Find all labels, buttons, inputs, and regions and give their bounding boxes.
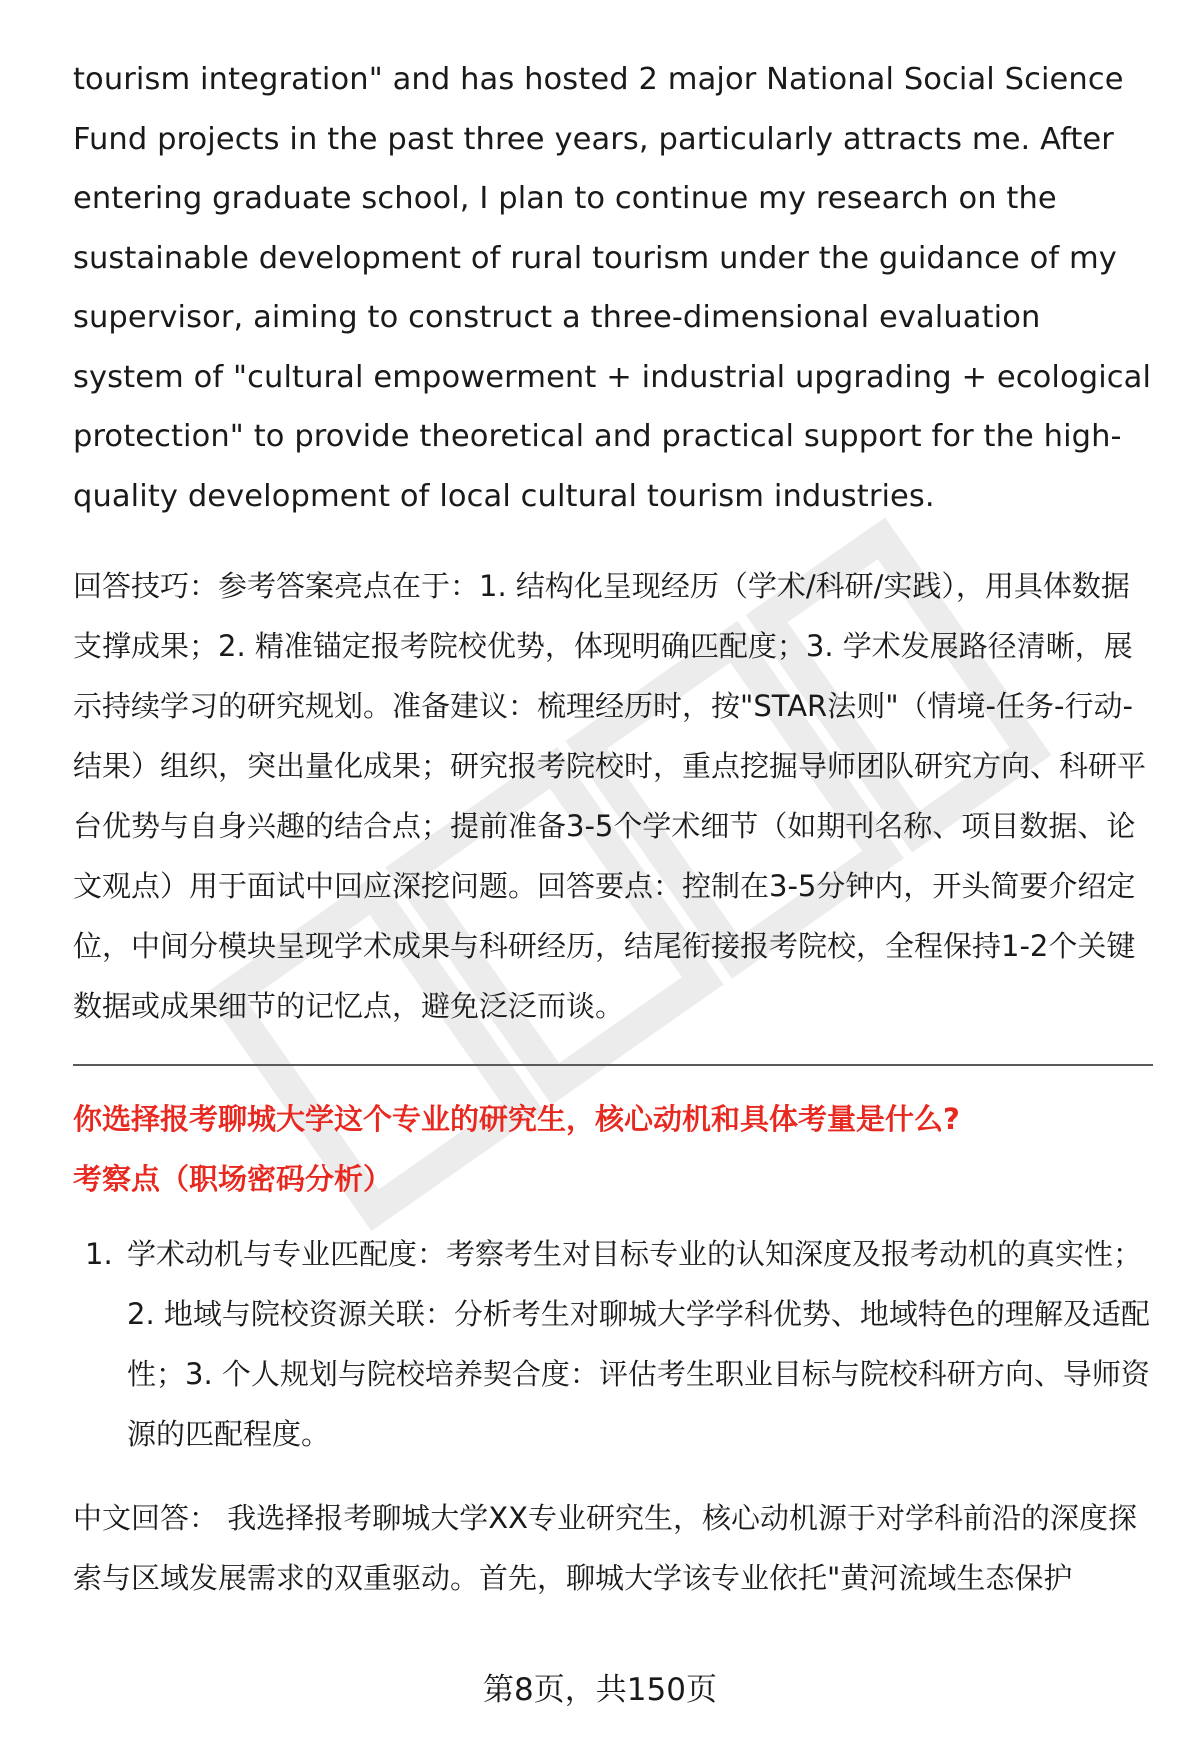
exam-point-heading: 考察点（职场密码分析） <box>73 1162 393 1196</box>
exam-point-text: 学术动机与专业匹配度：考察考生对目标专业的认知深度及报考动机的真实性；2. 地域与院校资源关联：分析考生对聊城大学学科优势、地域特色的理解及适配性；3. 个人规划与院校培养契合度：评估考生职业目标与院校科研方向、导师资源的匹配程度。 <box>127 1237 1150 1451</box>
page-content <box>73 50 1153 1608</box>
section-divider <box>73 1064 1153 1066</box>
answer-tips-paragraph: 回答技巧：参考答案亮点在于：1. 结构化呈现经历（学术/科研/实践），用具体数据支撑成果；2. 精准锚定报考院校优势，体现明确匹配度；3. 学术发展路径清晰，展示持续学习的研究规划。准备建议：梳理经历时，按"STAR法则"（情境-任务-行动-结果）组织，突出量化成果；研究报考院校时，重点挖掘导师团队研究方向、科研平台优势与自身兴趣的结合点；提前准备3-5个学术细节（如期刊名称、项目数据、论文观点）用于面试中回应深挖问题。回答要点：控制在3-5分钟内，开头简要介绍定位，中间分模块呈现学术成果与科研经历，结尾衔接报考院校，全程保持1-2个关键数据或成果细节的记忆点，避免泛泛而谈。 <box>73 569 1147 1023</box>
page-number-footer: 第8页，共150页 <box>483 1672 717 1708</box>
intro-paragraph: tourism integration" and has hosted 2 major National Social Science Fund projects in the past three years, particularly attracts me. After entering graduate school, I plan to continue my research on the sustainable development of rural tourism under the guidance of my supervisor, aiming to construct a three-dimensional evaluation system of "cultural empowerment + industrial upgrading + ecological protection" to provide theoretical and practical support for the high-quality development of local cultural tourism industries. <box>73 62 1152 514</box>
list-number: 1. <box>85 1237 113 1271</box>
chinese-answer-paragraph: 中文回答： 我选择报考聊城大学XX专业研究生，核心动机源于对学科前沿的深度探索与区域发展需求的双重驱动。首先，聊城大学该专业依托"黄河流域生态保护 <box>73 1501 1137 1595</box>
exam-point-list-item <box>73 1224 1153 1464</box>
question-heading: 你选择报考聊城大学这个专业的研究生，核心动机和具体考量是什么? <box>73 1102 960 1136</box>
